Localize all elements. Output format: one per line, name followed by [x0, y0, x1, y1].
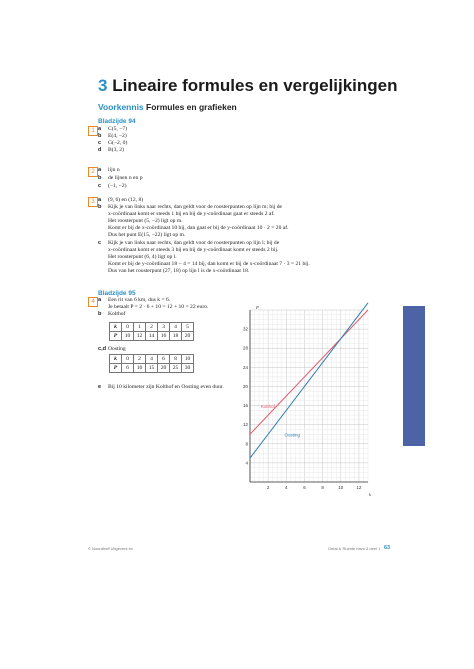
table-row	[110, 364, 194, 373]
table-row	[110, 323, 194, 332]
table-header: k	[110, 323, 122, 332]
oosting-table	[109, 354, 194, 373]
table-cell: 12	[134, 332, 146, 341]
x-axis-label: k	[369, 492, 371, 497]
exercise-number-4: 4	[88, 297, 98, 307]
table-cell: 6	[122, 364, 134, 373]
table-cell: 10	[182, 355, 194, 364]
table-cell: 16	[158, 332, 170, 341]
table-cell: 2	[134, 355, 146, 364]
series-label-oosting: Oosting	[284, 432, 301, 438]
table-cell: 18	[170, 332, 182, 341]
table-cell: 30	[182, 364, 194, 373]
y-tick-label: 16	[242, 403, 248, 409]
table-cell: 4	[170, 323, 182, 332]
section-heading	[98, 102, 237, 112]
table-cell: 14	[146, 332, 158, 341]
table-cell: 4	[146, 355, 158, 364]
exercise-1: a C(5, −7) b E(4, −2) c G(−2, 0) d B(3, 2)	[98, 126, 128, 153]
x-tick-label: 10	[338, 485, 344, 490]
table-header: P	[110, 364, 122, 373]
table-cell: 10	[122, 332, 134, 341]
y-tick-label: 12	[242, 422, 248, 428]
table-cell: 5	[182, 323, 194, 332]
section-title: Formules en grafieken	[146, 102, 237, 112]
table-cell: 20	[158, 364, 170, 373]
table-cell: 6	[158, 355, 170, 364]
x-tick-label: 8	[321, 485, 324, 490]
table-cell: 15	[146, 364, 158, 373]
kolthof-table	[109, 322, 194, 341]
exercise-number-2: 2	[88, 167, 98, 177]
chapter-number: 3	[98, 76, 108, 95]
table-cell: 2	[146, 323, 158, 332]
x-tick-label: 6	[303, 485, 306, 490]
x-tick-label: 12	[356, 485, 362, 490]
exercise-number-1: 1	[88, 126, 98, 136]
series-label-kolthof: Kolthof	[260, 403, 275, 409]
exercise-3: a (9, 6) en (12, 8) b Kijk je van links naar rechts, dan geldt voor de roosterpunten op lijn m; bij de x-coördinaat komt er steeds 1 bij en bij de y-coördinaat gaat er steeds 2 af. Het roosterpunt (5, −2) ligt op m. Komt er bij de x-coördinaat 10 bij, dan gaat er bij de y-coördinaat 10 · 2 = 20 af. Dus het punt E(15, −22) ligt op m. c Kijk je van links naar rechts, dan geldt voor de roosterpunten op lijn l; bij de x-coördinaat komt er steeds 3 bij en bij de y-coördinaat komt er steeds 2 bij. Het roosterpunt (6, 4) ligt op l. Komt er bij de y-coördinaat 18 − 4 = 14 bij, dan komt er bij de x-coördinaat 7 · 3 = 21 bij. Dus van het roosterpunt (27, 18) op lijn l is de x-coördinaat 18.	[98, 197, 310, 274]
y-tick-label: 32	[242, 326, 248, 332]
y-tick-label: 4	[245, 460, 248, 466]
table-row	[110, 355, 194, 364]
exercise-number-3: 3	[88, 197, 98, 207]
table-cell: 20	[182, 332, 194, 341]
x-tick-label: 4	[285, 485, 288, 490]
table-cell: 3	[158, 323, 170, 332]
page-heading-94: Bladzijde 94	[98, 118, 136, 125]
cost-chart	[236, 302, 376, 502]
table-cell: 10	[134, 364, 146, 373]
table-cell: 0	[122, 355, 134, 364]
y-tick-label: 20	[242, 383, 248, 389]
chapter-side-tab	[403, 306, 425, 446]
y-tick-label: 28	[242, 345, 248, 351]
page-heading-95: Bladzijde 95	[98, 290, 136, 297]
y-tick-label: 24	[242, 364, 248, 370]
exercise-2: a lijn n b de lijnen n en p c (−1, −2)	[98, 167, 143, 189]
footer-book-title: Getal & Ruimte havo 3 deel 1	[328, 546, 381, 551]
table-cell: 1	[134, 323, 146, 332]
table-cell: 8	[170, 355, 182, 364]
exercise-4: a Een rit van 6 km, dus k = 6. Je betaalt P = 2 · 6 + 10 = 12 + 10 = 22 euro. b Kolthof	[98, 297, 209, 317]
chapter-title	[98, 76, 398, 96]
page-number: 63	[384, 545, 391, 551]
table-header: k	[110, 355, 122, 364]
x-tick-label: 2	[266, 485, 270, 490]
table-header: P	[110, 332, 122, 341]
section-label: Voorkennis	[98, 102, 144, 112]
table-cell: 25	[170, 364, 182, 373]
y-tick-label: 8	[245, 441, 248, 447]
y-axis-label: P	[256, 305, 259, 310]
table-cell: 0	[122, 323, 134, 332]
table-row	[110, 332, 194, 341]
footer-copyright: © Noordhoff Uitgevers bv	[88, 546, 133, 551]
chapter-title-text: Lineaire formules en vergelijkingen	[112, 76, 398, 95]
